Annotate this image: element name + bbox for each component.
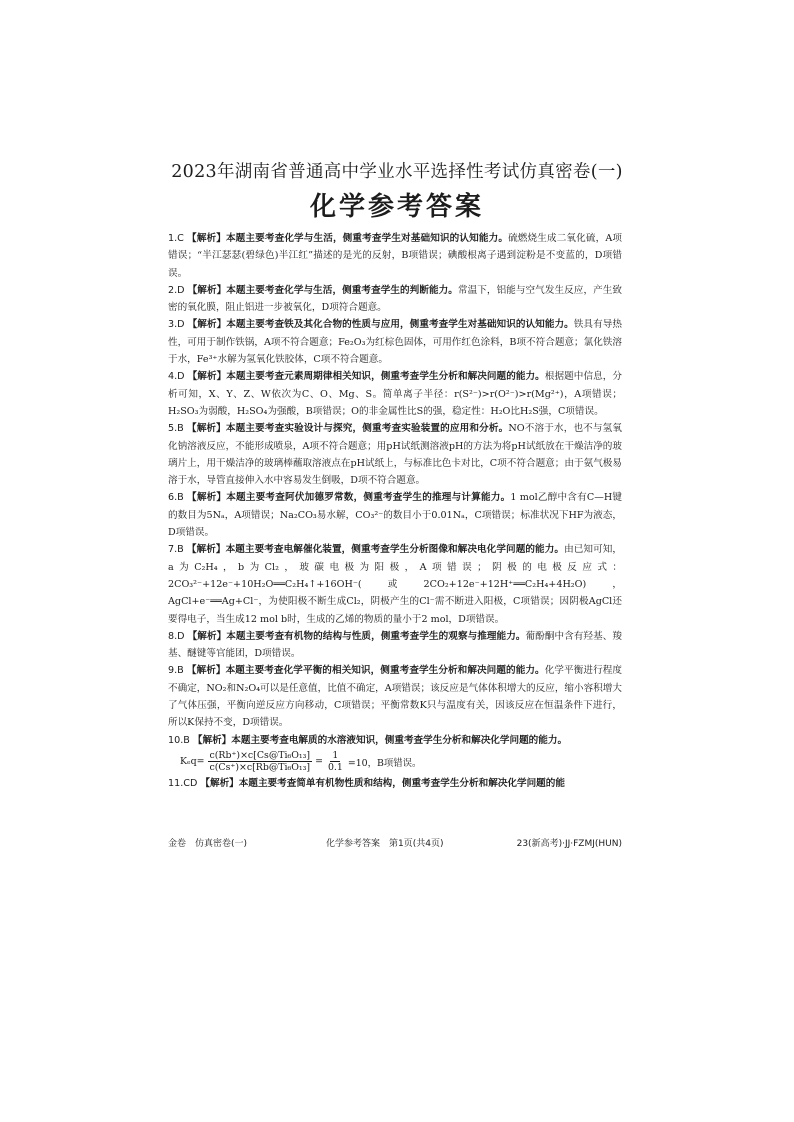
item-text: 铁具有导热性，可用于制作铁锅，A项不符合题意；Fe₂O₃为红棕色固体，可用作红色涂料，B项不符合题意；氯化铁溶于水，Fe³⁺水解为氢氧化铁胶体，C项不符合题意。 [168, 319, 622, 366]
item-number: 1.C [168, 233, 184, 244]
item-number: 10.B [168, 734, 190, 746]
item-heading: 【解析】本题主要考查电解催化装置，侧重考查学生分析图像和解决电化学问题的能力。 [186, 544, 565, 556]
item-text: 根据题中信息，分析可知，X、Y、Z、W依次为C、O、Mg、S。简单离子半径：r(S²⁻)>r(O²⁻)>r(Mg²⁺)，A项错误；H₂SO₃为弱酸，H₂SO₄为强酸，B项错误；O的非金属性比S的强，稳定性：H₂O比H₂S强，C项错误。 [168, 371, 622, 417]
item-heading: 【解析】本题主要考查铁及其化合物的性质与应用，侧重考查学生对基础知识的认知能力。 [187, 319, 574, 331]
answer-body [168, 230, 622, 792]
answer-item-2 [168, 282, 622, 317]
fraction-numerator: c(Rb⁺)×c[Cs@Ti₆O₁₃] [209, 750, 311, 762]
item-heading: 【解析】本题主要考查阿伏加德罗常数，侧重考查学生的推理与计算能力。 [187, 492, 511, 504]
item-text: 葡酚酮中含有羟基、羧基、醚键等官能团，D项错误。 [168, 630, 622, 660]
item-heading: 【解析】本题主要考查实验设计与探究，侧重考查实验装置的应用和分析。 [186, 423, 509, 435]
equation-fraction-1 [208, 750, 313, 773]
item-number: 11.CD [168, 777, 198, 789]
answer-heading: 化学参考答案 [309, 192, 484, 222]
item-number: 3.D [168, 319, 185, 331]
answer-item-8 [168, 628, 622, 663]
item-text: NO不溶于水，也不与氢氧化钠溶液反应，不能形成喷泉，A项不符合题意；用pH试纸测溶液pH的方法为将pH试纸放在干燥洁净的玻璃片上，用干燥洁净的玻璃棒蘸取溶液点在pH试纸上，与标准比色卡对比，C项不符合题意；由于氨气极易溶于水，导管直接伸入水中容易发生倒吸，D项不符合题意。 [168, 423, 622, 487]
equation-fraction-2 [326, 750, 345, 773]
equation-equals: = [315, 756, 323, 768]
item-text: 由已知可知，a为C₂H₄，b为Cl₂，玻碳电极为阳极，A项错误；阴极的电极反应式：2CO₃²⁻+12e⁻+10H₂O══C₂H₄↑+16OH⁻(或2CO₂+12e⁻+12H⁺══C₂H₄+4H₂O)，AgCl+e⁻══Ag+Cl⁻，为使阳极不断生成Cl₂，阴极产生的Cl⁻需不断进入阳极，C项错误；因阴极AgCl还要得电子，当生成12 mol b时，生成的乙烯的物质的量小于2 mol，D项错误。 [168, 544, 623, 625]
item-text: 化学平衡进行程度不确定，NO₂和N₂O₄可以是任意值，比值不确定，A项错误；该反应是气体体积增大的反应，缩小容积增大了气体压强，平衡向逆反应方向移动，C项错误；平衡常数K只与温度有关，因该反应在恒温条件下进行，所以K保持不变，D项错误。 [168, 665, 623, 729]
item-number: 8.D [168, 630, 185, 642]
item-number: 7.B [168, 544, 184, 556]
item-number: 5.B [168, 423, 184, 435]
item-text: 常温下，铝能与空气发生反应，产生致密的氧化膜，阻止铝进一步被氧化，D项符合题意。 [168, 284, 622, 314]
answer-item-10 [168, 732, 622, 749]
item-heading: 【解析】本题主要考查简单有机物性质和结构，侧重考查学生分析和解决化学问题的能 [200, 777, 565, 789]
item-number: 9.B [168, 665, 184, 677]
item-heading: 【解析】本题主要考查电解质的水溶液知识，侧重考查学生分析和解决化学问题的能力。 [192, 734, 568, 746]
answer-item-1 [168, 230, 622, 282]
fraction-denominator: c(Cs⁺)×c[Rb@Ti₆O₁₃] [209, 762, 311, 774]
item-heading: 【解析】本题主要考查化学与生活，侧重考查学生的判断能力。 [187, 284, 458, 296]
exam-title: 2023年湖南省普通高中学业水平选择性考试仿真密卷(一) [171, 162, 623, 182]
item-heading: 【解析】本题主要考查化学平衡的相关知识，侧重考查学生分析和解决问题的能力。 [186, 665, 545, 677]
item-number: 6.B [168, 492, 184, 504]
answer-item-11 [168, 775, 622, 792]
footer-code: 23(新高考)·JJ·FZMJ(HUN) [516, 839, 622, 849]
item-number: 2.D [168, 284, 185, 296]
answer-item-5 [168, 420, 622, 489]
equilibrium-equation [168, 749, 622, 775]
item-heading: 【解析】本题主要考查化学与生活，侧重考查学生对基础知识的认知能力。 [187, 233, 509, 244]
item-text: 1 mol乙醇中含有C—H键的数目为5Nₐ，A项错误；Na₂CO₃易水解，CO₃²⁻的数目小于0.01Nₐ，C项错误；标准状况下HF为液态，D项错误。 [168, 492, 622, 539]
fraction-denominator: 0.1 [327, 762, 343, 774]
fraction-numerator: 1 [332, 750, 339, 762]
answer-item-4 [168, 368, 622, 420]
item-number: 4.D [168, 371, 185, 383]
footer-left: 金卷 仿真密卷(一) [168, 839, 248, 849]
item-text: 硫燃烧生成二氧化硫，A项错误；“半江瑟瑟(碧绿色)半江红”描述的是光的反射，B项错误；碘酸根离子遇到淀粉是不变蓝的，D项错误。 [168, 233, 622, 279]
equation-result: =10，B项错误。 [347, 757, 422, 769]
item-heading: 【解析】本题主要考查元素周期律相关知识，侧重考查学生分析和解决问题的能力。 [187, 371, 545, 383]
answer-item-9 [168, 662, 622, 731]
footer-page-info: 化学参考答案 第1页(共4页) [326, 839, 444, 849]
item-heading: 【解析】本题主要考查有机物的结构与性质，侧重考查学生的观察与推理能力。 [187, 630, 526, 642]
answer-item-7 [168, 541, 622, 627]
answer-item-6 [168, 489, 622, 541]
answer-item-3 [168, 316, 622, 368]
equation-lhs: Kₑq= [180, 756, 205, 768]
